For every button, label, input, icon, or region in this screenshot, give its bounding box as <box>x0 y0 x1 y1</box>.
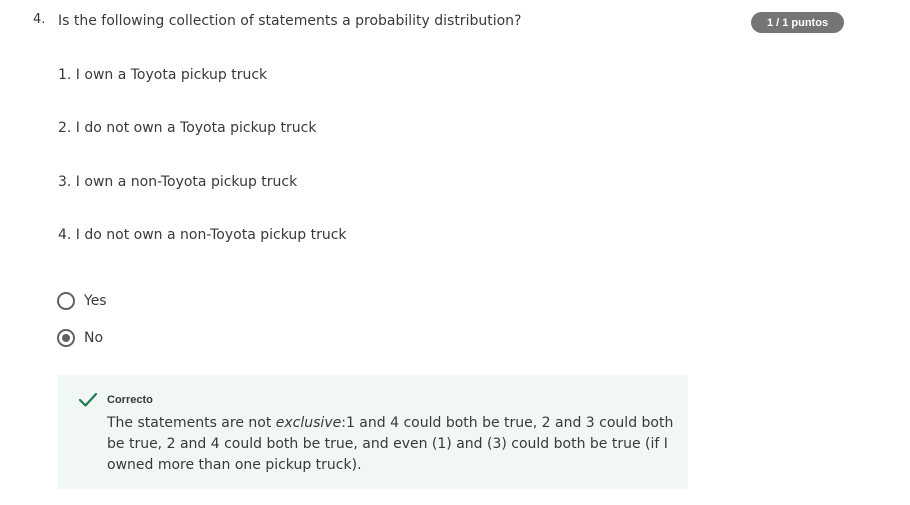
radio-yes[interactable] <box>57 292 75 310</box>
feedback-panel <box>58 375 688 489</box>
option-yes-label: Yes <box>84 293 107 309</box>
radio-no[interactable] <box>57 329 75 347</box>
feedback-text-before: The statements are not <box>107 415 276 431</box>
option-no-label: No <box>84 330 104 346</box>
option-no[interactable] <box>57 329 103 347</box>
statement-3: 3. I own a non-Toyota pickup truck <box>58 174 298 190</box>
question-text: Is the following collection of statements a probability distribution? <box>58 13 522 29</box>
statement-2: 2. I do not own a Toyota pickup truck <box>58 120 317 136</box>
option-yes[interactable] <box>57 292 107 310</box>
question-number: 4. <box>33 12 46 27</box>
feedback-status: Correcto <box>107 394 153 406</box>
feedback-emphasis: exclusive <box>275 415 342 431</box>
statement-4: 4. I do not own a non-Toyota pickup truck <box>58 227 347 243</box>
feedback-text-after: :1 and 4 could both be true, 2 and 3 could both be true, 2 and 4 could both be true, and even (1) and (3) could both be true (if I owned more than one pickup truck). <box>107 415 674 473</box>
feedback-text <box>107 413 677 476</box>
checkmark-icon <box>78 392 98 408</box>
score-badge: 1 / 1 puntos <box>751 12 844 33</box>
statement-1: 1. I own a Toyota pickup truck <box>58 67 268 83</box>
